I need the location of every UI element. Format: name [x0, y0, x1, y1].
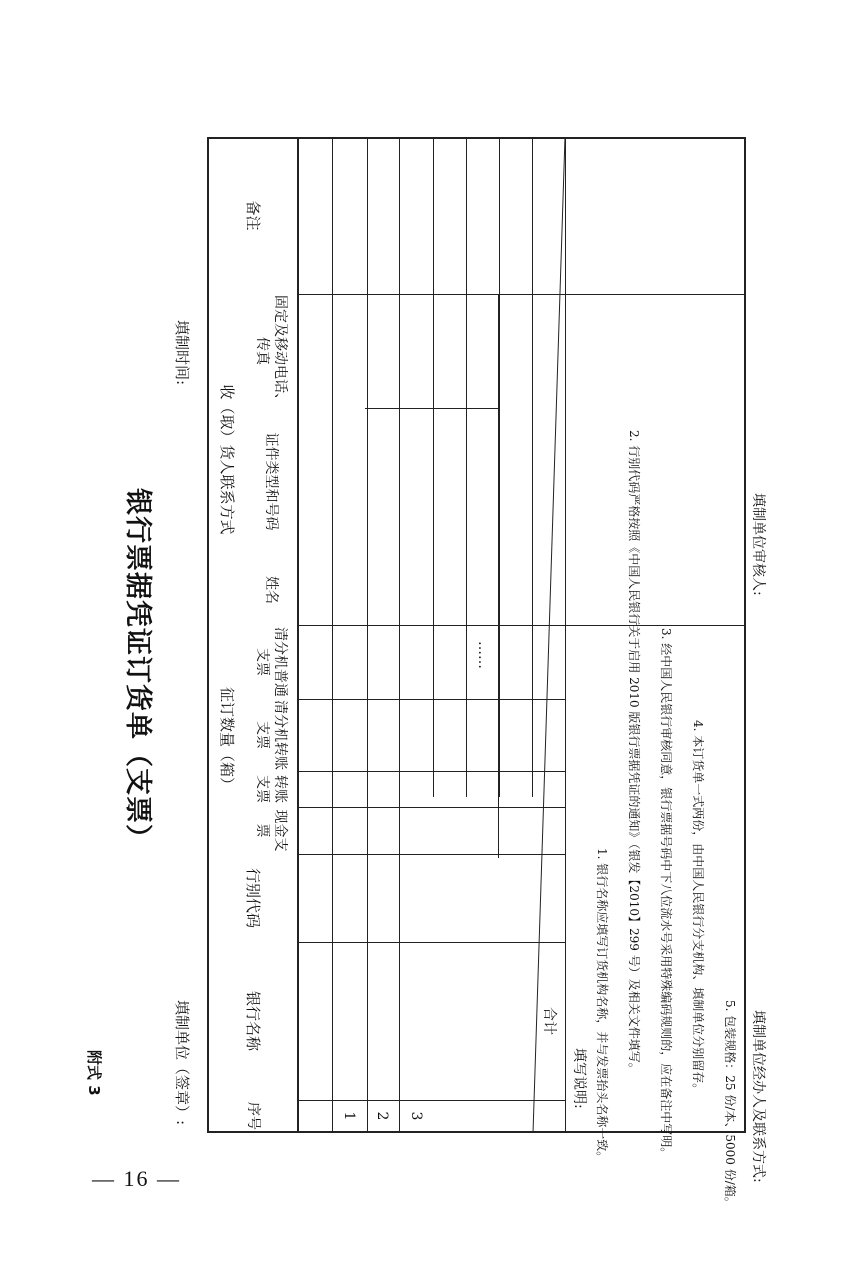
qty-col-sorter-transfer: 清分机转账支票	[254, 700, 289, 770]
note-item: 1. 银行名称应填写订货机构名称，并与发票抬头名称一致。	[595, 848, 609, 1164]
annex-label: 附式 3	[85, 1050, 103, 1096]
document-title: 银行票据凭证订货单（支票）	[122, 488, 153, 852]
fill-time-label: 填制时间:	[173, 320, 191, 386]
note-item: 5. 包装规格：25 份/本、5000 份/箱。	[723, 1000, 737, 1209]
row-number: 2	[374, 1111, 391, 1121]
qty-col-sorter-normal: 清分机普通支票	[254, 627, 289, 697]
rotated-document	[1, 0, 864, 1260]
contact-col-id: 证件类型和号码	[263, 432, 280, 531]
seq-header: 序号	[245, 1102, 261, 1130]
page-number: — 16 —	[92, 1166, 181, 1191]
fill-unit-label: 填制单位（签章）:	[173, 1000, 191, 1126]
contact-col-phone: 固定及移动电话、传真	[254, 295, 289, 407]
total-label: 合计	[541, 1007, 558, 1035]
contact-group-header: 收（取）货人联系方式	[218, 384, 236, 535]
ellipsis: ……	[475, 641, 491, 669]
notes-heading: 填写说明:	[571, 1048, 587, 1109]
remark-header: 备注	[244, 200, 262, 231]
handler-label: 填制单位经办人及联系方式:	[750, 1010, 766, 1183]
reviewer-label: 填制单位审核人:	[750, 493, 766, 596]
bank-name-header: 银行名称	[244, 990, 262, 1051]
qty-group-header: 征订数量（箱）	[218, 686, 236, 792]
qty-col-cash: 现金支票	[254, 809, 289, 852]
row-number: 1	[341, 1111, 357, 1121]
note-item: 2. 行别代码严格按照《中国人民银行关于启用 2010 版银行票据凭证的通知》（银发【2010】299 号）及相关文件填写。	[627, 430, 641, 1075]
row-number: 3	[408, 1111, 425, 1121]
ellipsis-diagonal	[298, 137, 566, 1133]
contact-col-name: 姓名	[263, 576, 280, 604]
qty-col-transfer: 转账支票	[254, 775, 289, 803]
note-item: 3. 经中国人民银行审核同意，银行票据号码中下八位流水号采用特殊编码规则的，应在备注中写明。	[659, 628, 673, 1160]
note-item: 4. 本订货单一式两份，由中国人民银行分支机构、填制单位分别留存。	[691, 720, 705, 1096]
bank-code-header: 行别代码	[244, 867, 262, 928]
